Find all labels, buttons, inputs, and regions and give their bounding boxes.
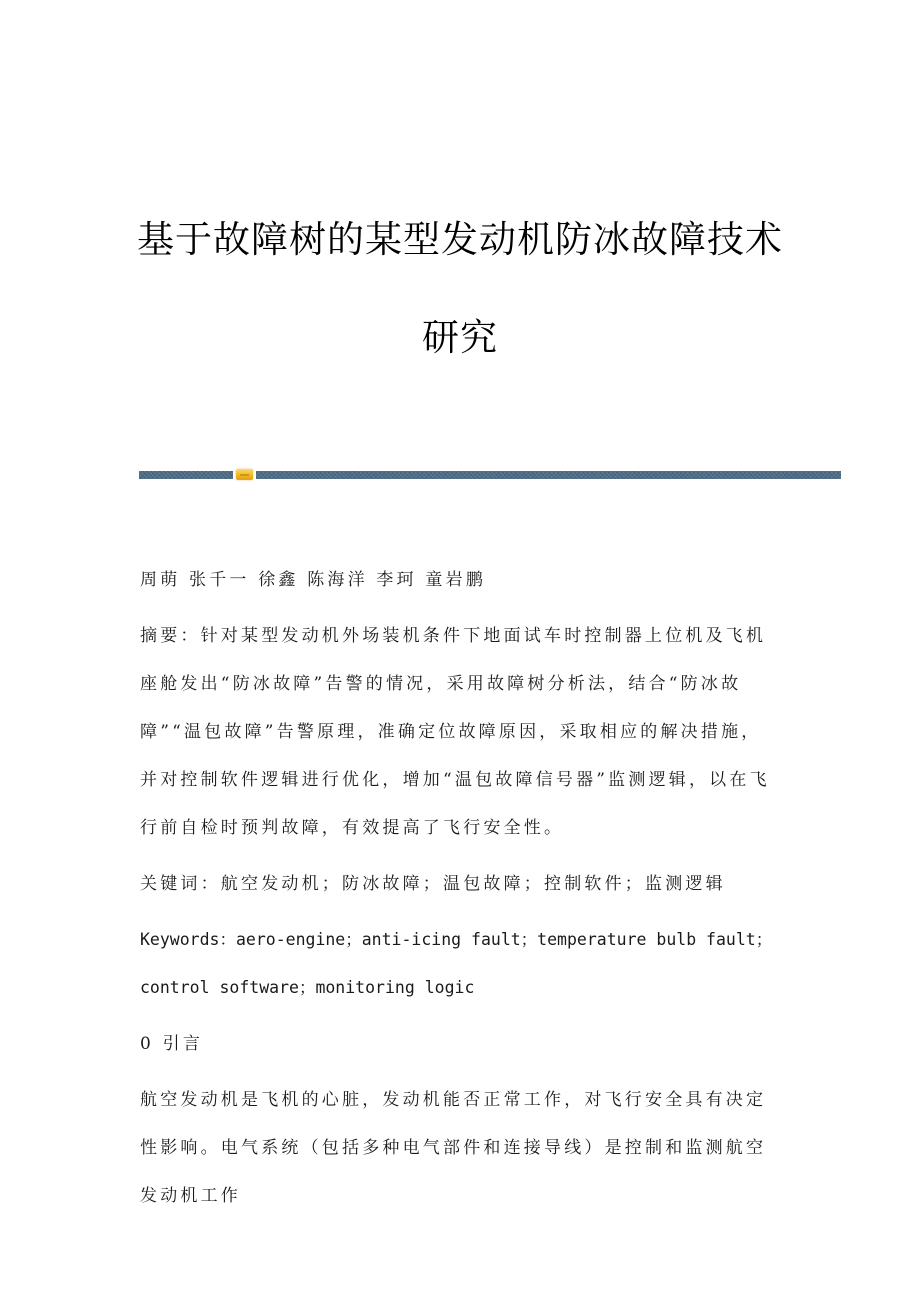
abstract-paragraph: 摘要：针对某型发动机外场装机条件下地面试车时控制器上位机及飞机座舱发出“防冰故障”告警的情况，采用故障树分析法，结合“防冰故障”“温包故障”告警原理，准确定位故障原因，采取相应的解决措施，并对控制软件逻辑进行优化，增加“温包故障信号器”监测逻辑，以在飞行前自检时预判故障，有效提高了飞行安全性。 <box>140 626 770 838</box>
divider-bar-right <box>256 471 841 479</box>
author-list: 周萌 张千一 徐鑫 陈海洋 李珂 童岩鹏 <box>140 570 487 590</box>
paper-title-line-1: 基于故障树的某型发动机防冰故障技术 <box>137 218 783 261</box>
keywords-english: Keywords：aero-engine；anti-icing fault；temperature bulb fault；control software；monitoring logic <box>140 930 773 997</box>
divider-bar-left <box>139 471 233 479</box>
paper-title-line-2: 研究 <box>422 316 498 359</box>
keywords-chinese: 关键词：航空发动机；防冰故障；温包故障；控制软件；监测逻辑 <box>140 874 726 894</box>
section-heading-introduction: 0 引言 <box>140 1034 204 1054</box>
divider-ornament-icon <box>236 469 253 480</box>
introduction-paragraph: 航空发动机是飞机的心脏，发动机能否正常工作，对飞行安全具有决定性影响。电气系统（包括多种电气部件和连接导线）是控制和监测航空发动机工作 <box>140 1090 767 1206</box>
